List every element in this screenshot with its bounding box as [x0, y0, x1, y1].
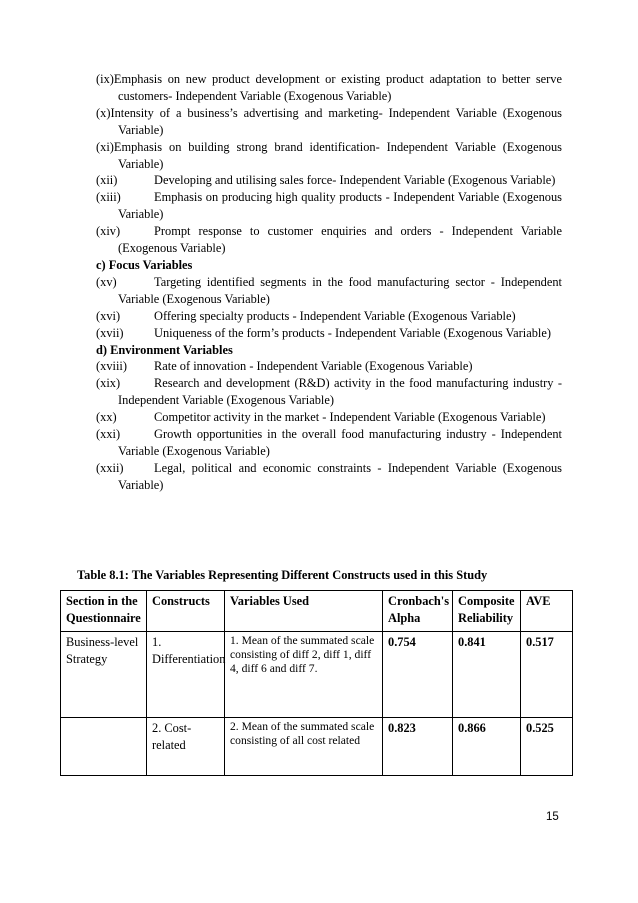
list-item: [96, 460, 562, 494]
cell-variables: 2. Mean of the summated scale consisting of all cost related: [225, 718, 383, 776]
header-ave: AVE: [521, 591, 573, 632]
list-item-number: (xx): [96, 410, 117, 425]
list-item: [96, 71, 562, 105]
list-item-text: Competitor activity in the market - Independent Variable (Exogenous Variable): [154, 410, 546, 425]
section-heading: c) Focus Variables: [96, 257, 193, 272]
header-composite: Composite Reliability: [453, 591, 521, 632]
cell-composite: 0.841: [453, 632, 521, 718]
cell-ave: 0.525: [521, 718, 573, 776]
cell-section: [61, 718, 147, 776]
page-number: 15: [546, 811, 559, 823]
list-item-text: Intensity of a business’s advertising and marketing- Independent Variable (Exogenous Variable): [110, 105, 562, 137]
header-section: Section in the Questionnaire: [61, 591, 147, 632]
header-variables: Variables Used: [225, 591, 383, 632]
cell-construct: 2. Cost-related: [147, 718, 225, 776]
list-item: [96, 189, 562, 223]
list-item-text: Legal, political and economic constraints - Independent Variable (Exogenous Variable): [118, 460, 562, 492]
list-item-number: (xiii): [96, 190, 121, 205]
list-item: [96, 223, 562, 257]
constructs-table: [60, 590, 573, 776]
table-caption: Table 8.1: The Variables Representing Different Constructs used in this Study: [77, 568, 488, 582]
table-row: [61, 632, 573, 718]
table-header-row: [61, 591, 573, 632]
list-item: [96, 325, 562, 342]
list-item-number: (ix): [96, 72, 114, 86]
list-item-number: (x): [96, 105, 111, 120]
cell-ave: 0.517: [521, 632, 573, 718]
list-item: [96, 375, 562, 409]
list-item-text: Emphasis on new product development or existing product adaptation to better serve customers- Independent Variable (Exogenous Variable): [113, 72, 562, 103]
section-heading: d) Environment Variables: [96, 342, 233, 357]
list-item-text: Research and development (R&D) activity in the food manufacturing industry - Independent Variable (Exogenous Variable): [118, 376, 562, 408]
list-item: [96, 409, 562, 426]
list-item: [96, 105, 562, 139]
cell-cronbach: 0.823: [383, 718, 453, 776]
list-item-text: Growth opportunities in the overall food manufacturing industry - Independent Variable (Exogenous Variable): [118, 427, 562, 458]
cell-cronbach: 0.754: [383, 632, 453, 718]
table-row: [61, 718, 573, 776]
list-item-number: (xii): [96, 173, 118, 188]
list-item-number: (xix): [96, 376, 121, 391]
list-item-number: (xi): [96, 139, 114, 154]
list-item-number: (xviii): [96, 359, 127, 374]
list-item-text: Offering specialty products - Independent Variable (Exogenous Variable): [154, 308, 516, 323]
cell-section: Business-level Strategy: [61, 632, 147, 718]
cell-variables: 1. Mean of the summated scale consisting of diff 2, diff 1, diff 4, diff 6 and diff 7.: [225, 632, 383, 718]
list-item: [96, 139, 562, 173]
list-item-number: (xvi): [96, 308, 121, 323]
list-item-number: (xxi): [96, 427, 121, 442]
header-cronbach: Cronbach's Alpha: [383, 591, 453, 632]
list-item-text: Developing and utilising sales force- Independent Variable (Exogenous Variable): [154, 173, 556, 188]
list-item-text: Rate of innovation - Independent Variable (Exogenous Variable): [154, 359, 473, 374]
list-item-text: Emphasis on building strong brand identification- Independent Variable (Exogenous Variable): [113, 139, 562, 171]
cell-construct: 1. Differentiation: [147, 632, 225, 718]
list-item-text: Targeting identified segments in the food manufacturing sector - Independent Variable (Exogenous Variable): [118, 274, 562, 306]
list-item-text: Prompt response to customer enquiries and orders - Independent Variable (Exogenous Variable): [118, 224, 562, 256]
list-item: [96, 172, 562, 189]
list-item-text: Emphasis on producing high quality products - Independent Variable (Exogenous Variable): [118, 190, 562, 222]
list-item: [96, 308, 562, 325]
list-item: [96, 358, 562, 375]
list-item-number: (xiv): [96, 224, 121, 239]
cell-composite: 0.866: [453, 718, 521, 776]
list-item-text: Uniqueness of the form’s products - Independent Variable (Exogenous Variable): [154, 325, 551, 340]
list-item-number: (xv): [96, 274, 117, 289]
header-constructs: Constructs: [147, 591, 225, 632]
list-item: [96, 274, 562, 308]
list-item-number: (xxii): [96, 460, 124, 475]
variable-list: [96, 71, 562, 494]
list-item: [96, 426, 562, 460]
list-item-number: (xvii): [96, 325, 124, 340]
